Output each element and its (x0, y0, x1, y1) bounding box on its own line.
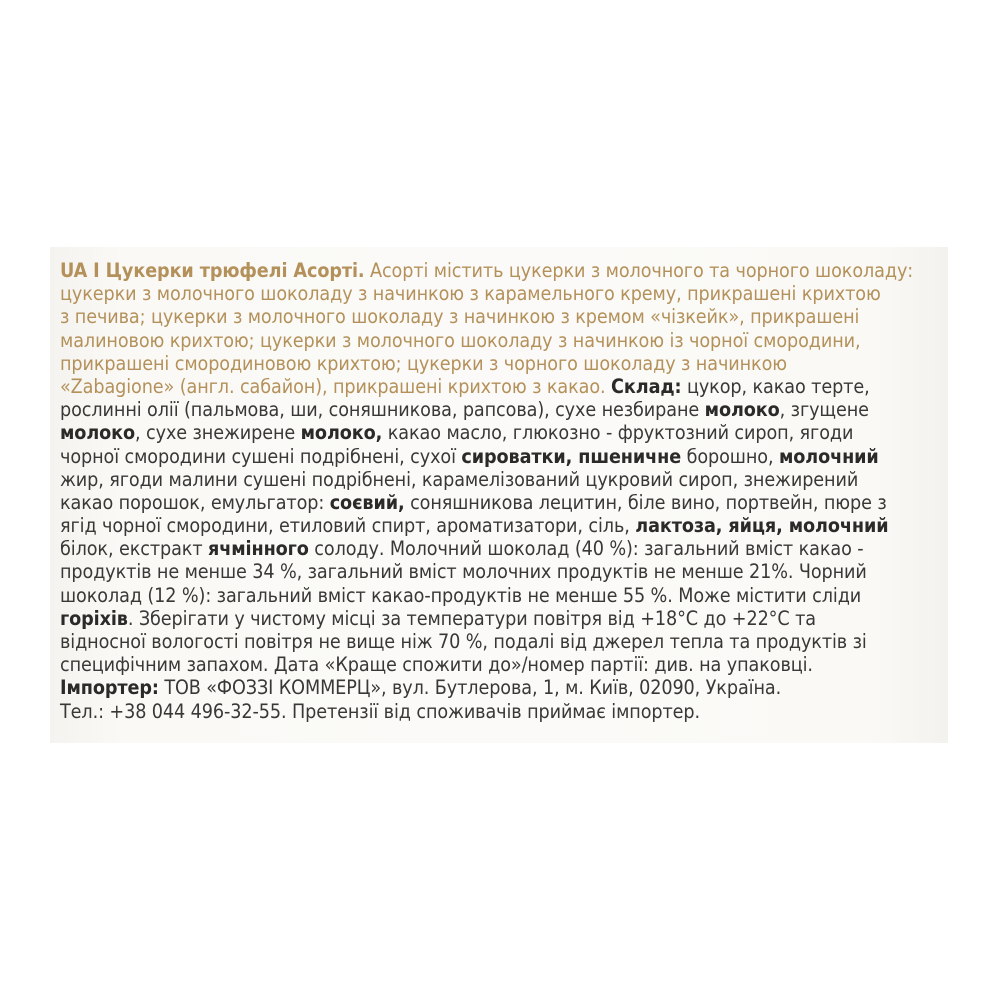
label-bold-text: молоко (60, 421, 136, 445)
label-text: цукор, какао терте, (681, 374, 870, 398)
label-line (60, 653, 944, 676)
label-bold-text: Склад: (611, 374, 682, 398)
label-bold-text: соєвий, (329, 490, 405, 514)
label-bold-text: Імпортер: (60, 676, 159, 700)
label-text: Тел.: +38 044 496-32-55. Претензії від споживачів приймає імпортер. (60, 699, 700, 723)
label-line (60, 421, 944, 444)
label-bold-text: лактоза, яйця, молочний (635, 514, 889, 538)
label-text: відносної вологості повітря не вище ніж 70 %, подалі від джерел тепла та продуктів зі (60, 630, 867, 653)
label-line (60, 375, 944, 398)
label-line (60, 468, 944, 491)
label-text: рослинні олії (пальмова, ши, соняшникова, рапсова), сухе незбиране (60, 398, 705, 422)
label-line (60, 584, 944, 607)
label-bold-text: UA I Цукерки трюфелі Асорті. (60, 259, 365, 282)
label-line (60, 398, 944, 421)
label-text: какао масло, глюкозно - фруктозний сироп, ягоди (382, 421, 854, 445)
label-line (60, 514, 944, 537)
label-line (60, 305, 944, 328)
label-line (60, 676, 944, 699)
label-text: соняшникова лецитин, біле вино, портвейн, пюре з (404, 490, 887, 514)
label-text: малиновою крихтою; цукерки з молочного шоколаду з начинкою із чорної смородини, (60, 328, 861, 352)
label-text: , сухе знежирене (135, 421, 301, 445)
label-text: жир, ягоди малини сушені подрібнені, карамелізований цукровий сироп, знежирений (60, 467, 859, 491)
label-line (60, 630, 944, 653)
label-text: специфічним запахом. Дата «Краще спожити до»/номер партії: див. на упаковці. (60, 653, 813, 677)
label-text: цукерки з молочного шоколаду з начинкою з карамельного крему, прикрашені крихтою (60, 282, 881, 306)
label-text: «Zabagione» (англ. сабайон), прикрашені крихтою з какао. (60, 374, 606, 398)
label-line (60, 282, 944, 305)
label-text: , згущене (779, 398, 869, 422)
label-text: білок, екстракт (60, 537, 209, 561)
label-line (60, 491, 944, 514)
label-line (60, 259, 944, 282)
label-text: шоколад (12 %): загальний вміст какао-продуктів не менше 55 %. Може містити сліди (60, 583, 862, 607)
label-text: борошно, (681, 444, 779, 468)
label-bold-text: молоко, (300, 421, 383, 445)
label-text: солоду. Молочний шоколад (40 %): загальний вміст какао - (308, 537, 864, 561)
label-line (60, 607, 944, 630)
label-line (60, 700, 944, 723)
label-line (60, 537, 944, 560)
label-line (60, 445, 944, 468)
label-text: з печива; цукерки з молочного шоколаду з начинкою з кремом «чізкейк», прикрашені (60, 305, 860, 329)
label-text: Асорті містить цукерки з молочного та чорного шоколаду: (364, 259, 914, 282)
label-bold-text: молоко (704, 398, 780, 422)
label-text: какао порошок, емульгатор: (60, 490, 330, 514)
label-bold-text: ячмінного (208, 537, 309, 561)
label-text: прикрашені смородиновою крихтою; цукерки з чорного шоколаду з начинкою (60, 351, 788, 375)
label-text: ягід чорної смородини, етиловий спирт, ароматизатори, сіль, (60, 514, 636, 538)
label-bold-text: сироватки, пшеничне (461, 444, 682, 468)
label-text: . Зберігати у чистому місці за температури повітря від +18°С до +22°С та (127, 606, 816, 630)
product-label-text (60, 259, 944, 723)
label-bold-text: горіхів (60, 606, 128, 630)
label-bold-text: молочний (778, 444, 879, 468)
label-text: продуктів не менше 34 %, загальний вміст молочних продуктів не менше 21%. Чорний (60, 560, 867, 584)
label-line (60, 329, 944, 352)
label-text: ТОВ «ФОЗЗІ КОММЕРЦ», вул. Бутлерова, 1, м. Київ, 02090, Україна. (158, 676, 782, 700)
label-line (60, 560, 944, 583)
label-line (60, 352, 944, 375)
label-text: чорної смородини сушені подрібнені, сухої (60, 444, 462, 468)
